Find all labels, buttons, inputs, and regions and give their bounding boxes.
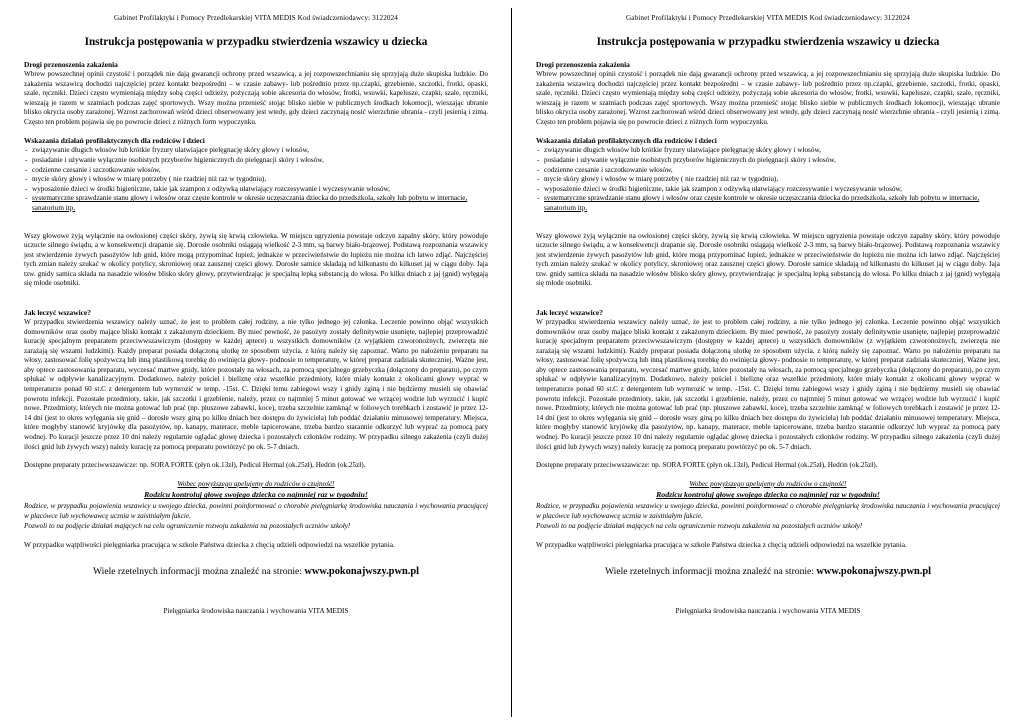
appeal-big-right: Rodzicu kontroluj głowę swojego dziecka co najmniej raz w tygodniu! [656, 490, 880, 500]
website-url-left: www.pokonajwszy.pwn.pl [304, 566, 419, 578]
section-body-transmission-left: Wbrew powszechnej opinii czystość i porządek nie dają gwarancji ochrony przed wszawicą, a jej rozpowszechnianiu się sprzyjają duże skupiska ludzkie. Do zakażenia wszawicą dochodzi najczęściej przez kontakt bezpośredni – w czasie zabawy- lub pośrednio przez np.czapki, grzebienie, szczotki, frotki, opaski, szale, ręczniki. Dzieci często wymieniają między sobą części odzieży, pożyczają sobie akcesoria do włosów, frotki, wsuwki, kapelusze, czapki, szale, ręczniki, wieszają je razem w szatniach podczas zajęć sportowych. Wszy można przenieść stojąc blisko siebie w publicznych środkach lokomocji, wieszając ubranie blisko okrycia osoby zarażonej. Wzrost zachorowań wśród dzieci obserwowany jest wtedy, gdy dzieci zaczynają nosić wierzchnie ubrania - czyli jesienią i zimą. Często ten problem pojawia się po powrocie dzieci z różnych form wypoczynku. [24, 70, 488, 126]
appeal-small-left: Wobec powyższego apelujemy do rodziców o czujność! [177, 479, 335, 488]
appeal-big-left: Rodzicu kontroluj głowę swojego dziecka co najmniej raz w tygodniu! [144, 490, 368, 500]
clinic-header-right: Gabinet Profilaktyki i Pomocy Przedlekarskiej VITA MEDIS Kod świadczeniodawcy: 3122024 [626, 14, 910, 22]
closing-paragraph-left: W przypadku wątpliwości pielęgniarka pracująca w szkole Państwa dziecka z chęcią udzieli odpowiedzi na wszelkie pytania. [24, 540, 395, 550]
list-item: - codzienne czesanie i szczotkowanie włosów, [24, 166, 488, 176]
section-title-transmission-right: Drogi przenoszenia zakażenia [536, 60, 630, 69]
website-url-right: www.pokonajwszy.pwn.pl [816, 566, 931, 578]
section-title-prevention-right: Wskazania działań profilaktycznych dla rodziców i dzieci [536, 136, 717, 146]
list-item: - posiadanie i używanie wyłącznie osobistych przyborów higienicznych do pielęgnacji skóry i włosów, [24, 156, 488, 166]
list-item: - związywanie długich włosów lub krótkie fryzury ułatwiające pielęgnację skóry głowy i włosów, [24, 146, 488, 156]
website-prefix-left: Wiele rzetelnych informacji można znaleźć na stronie: [92, 566, 302, 578]
list-item: - posiadanie i używanie wyłącznie osobistych przyborów higienicznych do pielęgnacji skóry i włosów, [536, 156, 1000, 166]
parents-note-left: Rodzice, w przypadku pojawienia wszawicy u swojego dziecka, powinni poinformować o chorobie pielęgniarkę środowiska nauczania i wychowania pracującej w placówce lub wychowawcę ucznia w zaistniałym fakcie. [24, 502, 488, 520]
list-item: - systematyczne sprawdzanie stanu głowy i włosów oraz częste kontrole w okresie uczęszczania dziecka do przedszkola, szkoły lub pobytu w internacie, sanatorium itp. [536, 194, 1000, 213]
list-item: - codzienne czesanie i szczotkowanie włosów, [536, 166, 1000, 176]
list-item: - systematyczne sprawdzanie stanu głowy i włosów oraz częste kontrole w okresie uczęszczania dziecka do przedszkola, szkoły lub pobytu w internacie, sanatorium itp. [24, 194, 488, 213]
section-body-treatment-right: W przypadku stwierdzenia wszawicy należy uznać, że jest to problem całej rodziny, a nie tylko jednego jej członka. Leczenie powinno objąć wszystkich domowników oraz osoby mające bliski kontakt z zakażonym dzieckiem. By mieć pewność, że pasożyty zostały definitywnie usunięte, najlepiej przeprowadzić kurację specjalnym preparatem przeciwwszawiczym (dostępny w każdej aptece) u wszystkich domowników (z wyjątkiem czworonożnych, zwierzęta nie zarażają się wszami ludzkimi). Każdy preparat posiada dołączoną ulotkę ze sposobem użycia, z którą należy się zapoznać. Warto po nałożeniu preparatu na włosy, zastosować folię spożywczą lub inną plastikową torebkę do owinięcia głowy- podnosie to temperaturę, w której preparat zadziała skuteczniej. Ważne jest, aby optece zastosowania preparatu, wyczesać martwe gnidy, które pozostały na włosach, za pomocą specjalnego grzebyczka (dołączony do preparatu), po czym spłukać w odpływie kanalizacyjnym. Dodatkowo, należy pościel i bieliznę oraz wszelkie przedmioty, które miały kontakt z okolicami głowy wyprać w temperaturze ponad 60 st.C z detergentem lub wymrozić w temp. -15st. C. Dzięki temu zabiegowi wszy i gnidy zginą i nie będziemy musieli się obawiać powrotu infekcji. Pozostałe przedmioty, takie, jak szczotki i grzebienie, należy, przez co najmniej 5 minut gotować we wrzącej wodzie lub wyrzucić i kupić nowe. Przedmioty, których nie można gotować lub prać (np. pluszowe zabawki, koce), trzeba szczelnie zamknąć w foliowych torebkach i zostawić je przez 12-14 dni (jest to okres wylęgania się gnid – dorosłe wszy giną po kilku dniach bez dostępu do żywiciela) lub poddać działaniu minusowej temperatury. Miejsca, które mogłyby stanowić kryjówkę dla pasożytów, np. kanapy, materace, meble tapicerowane, trzeba bardzo starannie odkurzyć lub wyprać za pomocą pary wodnej. Po kuracji jeszcze przez 10 dni należy regularnie oglądać głowę dziecka i pozostałych członków rodziny. W przypadku silnego zakażenia (czyli dużej ilości gnid lub żywych wszy) należy kurację za pomocą preparatu powtórzyć po ok. 5-7 dniach. [536, 317, 1000, 451]
signature-right: Pielęgniarka środowiska nauczania i wychowania VITA MEDIS [675, 607, 861, 616]
appeal-small-right: Wobec powyższego apelujemy do rodziców o czujność! [689, 479, 847, 488]
page-title-left: Instrukcja postępowania w przypadku stwierdzenia wszawicy u dziecka [84, 36, 428, 48]
clinic-header-left: Gabinet Profilaktyki i Pomocy Przedlekarskiej VITA MEDIS Kod świadczeniodawcy: 3122024 [114, 14, 398, 22]
prevention-list-left [24, 146, 488, 213]
parents-note2-right: Pozwoli to na podjęcie działań mających na celu ograniczenie rozwoju zakażenia na pozostałych uczniów szkoły! [536, 521, 863, 530]
list-item: - związywanie długich włosów lub krótkie fryzury ułatwiające pielęgnację skóry głowy i włosów, [536, 146, 1000, 156]
section-title-treatment-right: Jak leczyć wszawice? [536, 307, 603, 317]
list-item: - mycie skóry głowy i włosów w miarę potrzeby ( nie rzadziej niż raz w tygodniu), [536, 175, 1000, 185]
section-body-transmission-right: Wbrew powszechnej opinii czystość i porządek nie dają gwarancji ochrony przed wszawicą, a jej rozpowszechnianiu się sprzyjają duże skupiska ludzkie. Do zakażenia wszawicą dochodzi najczęściej przez kontakt bezpośredni – w czasie zabawy- lub pośrednio przez np.czapki, grzebienie, szczotki, frotki, opaski, szale, ręczniki. Dzieci często wymieniają między sobą części odzieży, pożyczają sobie akcesoria do włosów, frotki, wsuwki, kapelusze, czapki, szale, ręczniki, wieszają je razem w szatniach podczas zajęć sportowych. Wszy można przenieść stojąc blisko siebie w publicznych środkach lokomocji, wieszając ubranie blisko okrycia osoby zarażonej. Wzrost zachorowań wśród dzieci obserwowany jest wtedy, gdy dzieci zaczynają nosić wierzchnie ubrania - czyli jesienią i zimą. Często ten problem pojawia się po powrocie dzieci z różnych form wypoczynku. [536, 70, 1000, 126]
section-body-treatment-left: W przypadku stwierdzenia wszawicy należy uznać, że jest to problem całej rodziny, a nie tylko jednego jej członka. Leczenie powinno objąć wszystkich domowników oraz osoby mające bliski kontakt z zakażonym dzieckiem. By mieć pewność, że pasożyty zostały definitywnie usunięte, najlepiej przeprowadzić kurację specjalnym preparatem przeciwwszawiczym (dostępny w każdej aptece) u wszystkich domowników (z wyjątkiem czworonożnych, zwierzęta nie zarażają się wszami ludzkimi). Każdy preparat posiada dołączoną ulotkę ze sposobem użycia, z którą należy się zapoznać. Warto po nałożeniu preparatu na włosy, zastosować folię spożywczą lub inną plastikową torebkę do owinięcia głowy- podnosie to temperaturę, w której preparat zadziała skuteczniej. Ważne jest, aby optece zastosowania preparatu, wyczesać martwe gnidy, które pozostały na włosach, za pomocą specjalnego grzebyczka (dołączony do preparatu), po czym spłukać w odpływie kanalizacyjnym. Dodatkowo, należy pościel i bieliznę oraz wszelkie przedmioty, które miały kontakt z okolicami głowy wyprać w temperaturze ponad 60 st.C z detergentem lub wymrozić w temp. -15st. C. Dzięki temu zabiegowi wszy i gnidy zginą i nie będziemy musieli się obawiać powrotu infekcji. Pozostałe przedmioty, takie, jak szczotki i grzebienie, należy, przez co najmniej 5 minut gotować we wrzącej wodzie lub wyrzucić i kupić nowe. Przedmioty, których nie można gotować lub prać (np. pluszowe zabawki, koce), trzeba szczelnie zamknąć w foliowych torebkach i zostawić je przez 12-14 dni (jest to okres wylęgania się gnid – dorosłe wszy giną po kilku dniach bez dostępu do żywiciela) lub poddać działaniu minusowej temperatury. Miejsca, które mogłyby stanowić kryjówkę dla pasożytów, np. kanapy, materace, meble tapicerowane, trzeba bardzo starannie odkurzyć lub wyprać za pomocą pary wodnej. Po kuracji jeszcze przez 10 dni należy regularnie oglądać głowę dziecka i pozostałych członków rodziny. W przypadku silnego zakażenia (czyli dużej ilości gnid lub żywych wszy) należy kurację za pomocą preparatu powtórzyć po ok. 5-7 dniach. [24, 317, 488, 451]
parents-note2-left: Pozwoli to na podjęcie działań mających na celu ograniczenie rozwoju zakażenia na pozostałych uczniów szkoły! [24, 521, 351, 530]
page-title-right: Instrukcja postępowania w przypadku stwierdzenia wszawicy u dziecka [596, 36, 940, 48]
list-item: - mycie skóry głowy i włosów w miarę potrzeby ( nie rzadziej niż raz w tygodniu), [24, 175, 488, 185]
section-body-lice-biology-left: Wszy głowowe żyją wyłącznie na owłosionej części skóry, żywią się krwią człowieka. W miejscu ugryzienia powstaje odczyn zapalny skóry, który powoduje uczucie silnego świądu, a w konsekwencji drapanie się. Dorosłe osobniki osiągają wielkość 2-3 mm, są barwy biało-brązowej. Podstawą rozpoznania wszawicy jest stwierdzenie żywych pasożytów lub gnid, które mogą przypominać łupież, jednakże w przeciwieństwie do łupieżu nie można ich łatwo zdjąć. Najczęściej tych zmian należy szukać w okolicy potylicy, skroniowej oraz zausznej części głowy. Dorosłe samice składają od kilkunastu do kilkuset jaj w ciągu doby. Jaja tzw. gnidy samica składa na nasadzie włosów blisko skóry głowy, przytwierdzając je specjalną lepką substancją do włosa. Po kilku dniach z jaj (gnid) wylęgają się młode osobniki. [24, 231, 488, 288]
website-line-right [536, 566, 1000, 577]
signature-left: Pielęgniarka środowiska nauczania i wychowania VITA MEDIS [163, 607, 349, 616]
section-body-lice-biology-right: Wszy głowowe żyją wyłącznie na owłosionej części skóry, żywią się krwią człowieka. W miejscu ugryzienia powstaje odczyn zapalny skóry, który powoduje uczucie silnego świądu, a w konsekwencji drapanie się. Dorosłe osobniki osiągają wielkość 2-3 mm, są barwy biało-brązowej. Podstawą rozpoznania wszawicy jest stwierdzenie żywych pasożytów lub gnid, które mogą przypominać łupież, jednakże w przeciwieństwie do łupieżu nie można ich łatwo zdjąć. Najczęściej tych zmian należy szukać w okolicy potylicy, skroniowej oraz zausznej części głowy. Dorosłe samice składają od kilkunastu do kilkuset jaj w ciągu doby. Jaja tzw. gnidy samica składa na nasadzie włosów blisko skóry głowy, przytwierdzając je specjalną lepką substancją do włosa. Po kilku dniach z jaj (gnid) wylęgają się młode osobniki. [536, 231, 1000, 288]
section-title-transmission-left: Drogi przenoszenia zakażenia [24, 60, 118, 69]
section-title-treatment-left: Jak leczyć wszawice? [24, 307, 91, 317]
prevention-list-right [536, 146, 1000, 213]
closing-paragraph-right: W przypadku wątpliwości pielęgniarka pracująca w szkole Państwa dziecka z chęcią udzieli odpowiedzi na wszelkie pytania. [536, 540, 907, 550]
list-item: - wyposażenie dzieci w środki higieniczne, takie jak szampon z odżywką ułatwiający rozczesywanie i wyczesywanie włosów, [24, 185, 488, 195]
website-prefix-right: Wiele rzetelnych informacji można znaleźć na stronie: [604, 566, 814, 578]
list-item: - wyposażenie dzieci w środki higieniczne, takie jak szampon z odżywką ułatwiający rozczesywanie i wyczesywanie włosów, [536, 185, 1000, 195]
section-title-prevention-left: Wskazania działań profilaktycznych dla rodziców i dzieci [24, 136, 205, 146]
parents-note-right: Rodzice, w przypadku pojawienia wszawicy u swojego dziecka, powinni poinformować o chorobie pielęgniarkę środowiska nauczania i wychowania pracującej w placówce lub wychowawcę ucznia w zaistniałym fakcie. [536, 502, 1000, 520]
products-line-right: Dostępne preparaty przeciwwszawicze: np. SORA FORTE (płyn ok.13zł), Pedicul Hermal (ok.25zł), Hedrin (ok.25zł). [536, 461, 878, 470]
document-column-right [512, 0, 1024, 725]
products-line-left: Dostępne preparaty przeciwwszawicze: np. SORA FORTE (płyn ok.13zł), Pedicul Hermal (ok.25zł), Hedrin (ok.25zł). [24, 461, 366, 470]
website-line-left [24, 566, 488, 577]
